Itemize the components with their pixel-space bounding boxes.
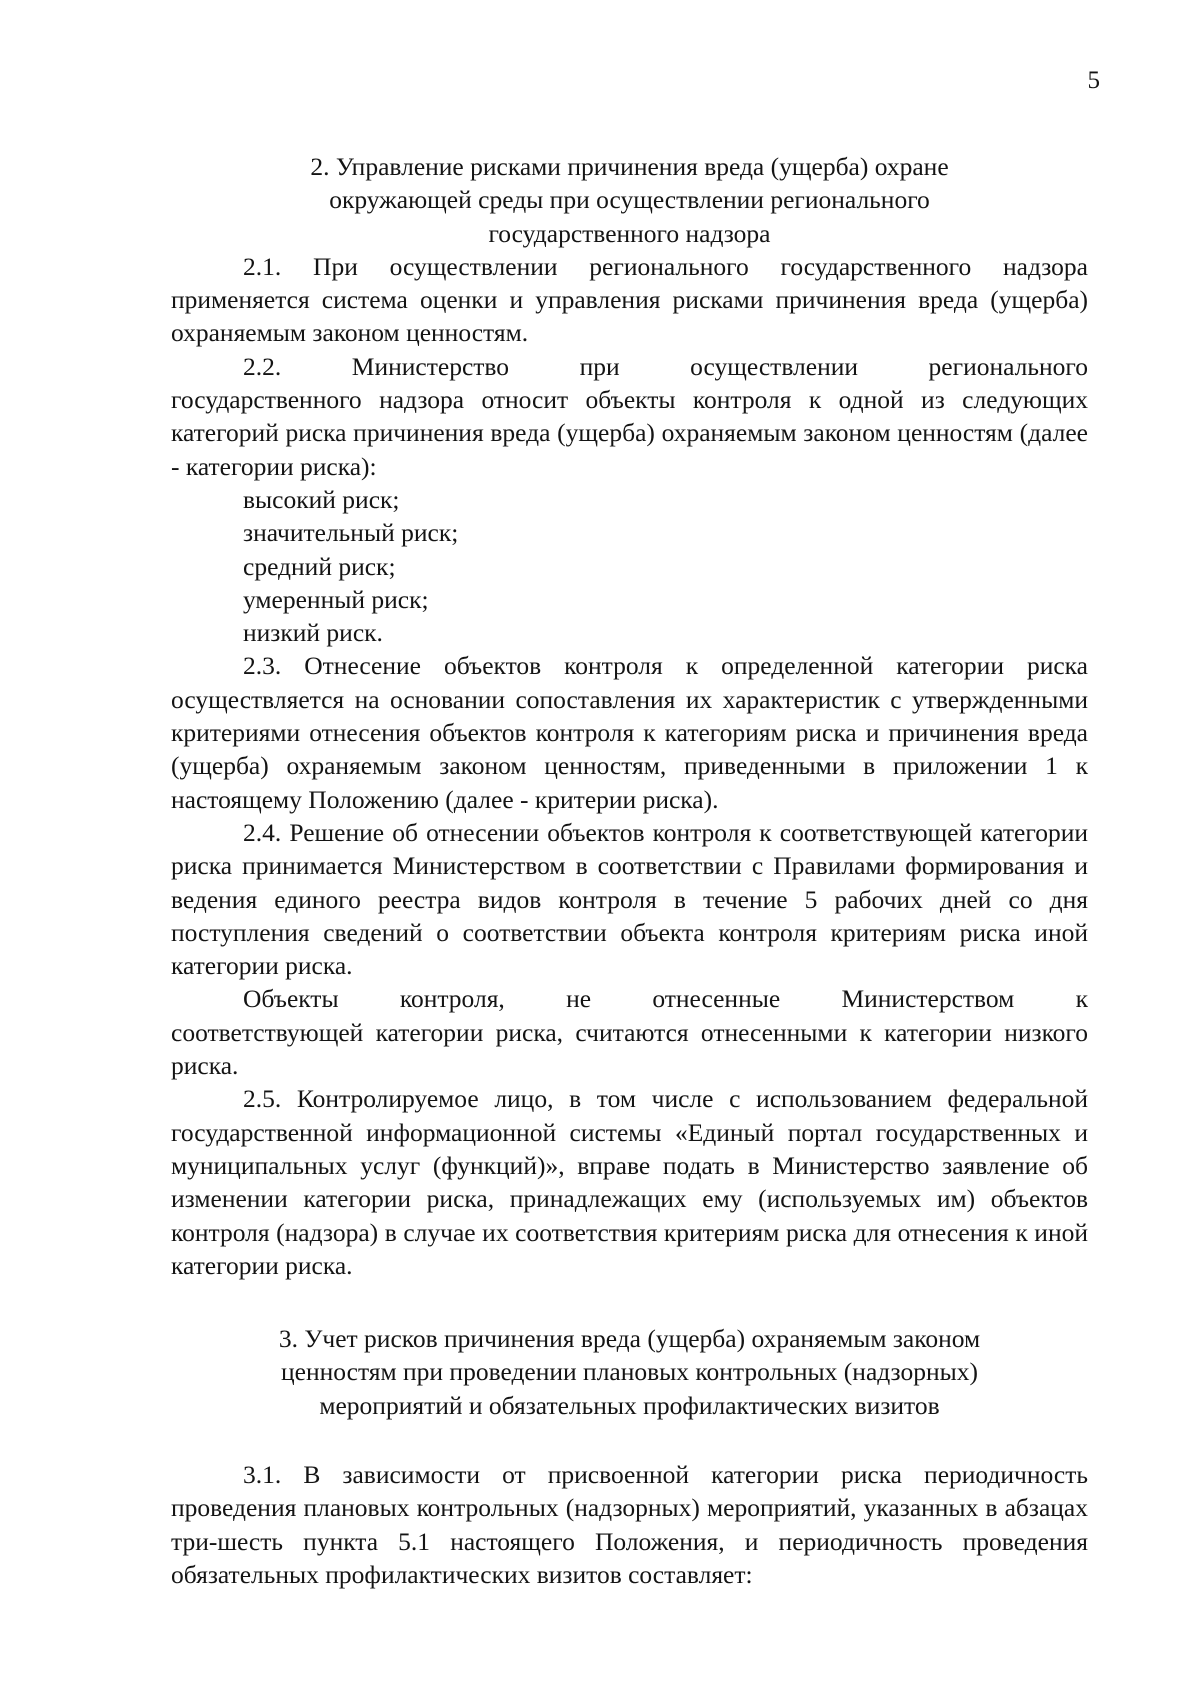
section-3-heading bbox=[171, 1322, 1088, 1422]
paragraph-2-2: государственного надзора относит объекты контроля к одной из следующих категорий риска причинения вреда (ущерба) охраняемым законом ценностям (далее - категории риска): bbox=[171, 385, 1088, 481]
paragraph-3-1: 3.1. В зависимости от присвоенной категории риска периодичность проведения плановых контрольных (надзорных) мероприятий, указанных в абзацах три-шесть пункта 5.1 настоящего Положения, и периодичность проведения обязательных профилактических визитов составляет: bbox=[171, 1459, 1088, 1589]
spacer bbox=[171, 1282, 1088, 1322]
heading-line: 3. Учет рисков причинения вреда (ущерба) охраняемым законом bbox=[278, 1324, 981, 1354]
paragraph-2-1: 2.1. При осуществлении регионального государственного надзора применяется система оценки и управления рисками причинения вреда (ущерба) охраняемым законом ценностям. bbox=[171, 251, 1088, 348]
heading-line: мероприятий и обязательных профилактических визитов bbox=[319, 1390, 940, 1420]
spacer bbox=[171, 1422, 1088, 1458]
page-number: 5 bbox=[1087, 67, 1100, 94]
heading-line: окружающей среды при осуществлении регионального bbox=[329, 185, 930, 215]
list-item: высокий риск; bbox=[243, 484, 400, 514]
risk-category-list bbox=[171, 483, 1088, 649]
list-item: средний риск; bbox=[243, 551, 396, 581]
heading-line: 2. Управление рисками причинения вреда (ущерба) охране bbox=[310, 152, 949, 181]
paragraph-2-4-objects: соответствующей категории риска, считаются отнесенными к категории низкого риска. bbox=[171, 1017, 1088, 1081]
paragraph-2-5: 2.5. Контролируемое лицо, в том числе с использованием федеральной государственной информационной системы «Единый портал государственных и муниципальных услуг (функций)», вправе подать в Министерство заявление об изменении категории риска, принадлежащих ему (используемых им) объектов контроля (надзора) в случае их соответствия критериям риска для отнесения к иной категории риска. bbox=[171, 1084, 1088, 1280]
heading-line: ценностям при проведении плановых контрольных (надзорных) bbox=[281, 1357, 978, 1387]
heading-line: государственного надзора bbox=[488, 218, 771, 248]
list-item: низкий риск. bbox=[243, 618, 383, 648]
document-body bbox=[171, 150, 1088, 1591]
paragraph-2-4: 2.4. Решение об отнесении объектов контроля к соответствующей категории риска принимается Министерством в соответствии с Правилами формирования и ведения единого реестра видов контроля в течение 5 рабочих дней со дня поступления сведений о соответствии объекта контроля критериям риска иной категории риска. bbox=[171, 817, 1088, 981]
list-item: значительный риск; bbox=[243, 518, 459, 548]
list-item: умеренный риск; bbox=[243, 584, 429, 614]
section-2-heading bbox=[171, 150, 1088, 250]
paragraph-2-4-objects-first-line: Объекты контроля, не отнесенные Министерством к bbox=[243, 984, 1088, 1014]
paragraph-2-2-first-line: 2.2. Министерство при осуществлении регионального bbox=[243, 351, 1088, 381]
paragraph-2-3: 2.3. Отнесение объектов контроля к определенной категории риска осуществляется на основании сопоставления их характеристик с утвержденными критериями отнесения объектов контроля к категориям риска и причинения вреда (ущерба) охраняемым законом ценностям, приведенными в приложении 1 к настоящему Положению (далее - критерии риска). bbox=[171, 651, 1088, 814]
